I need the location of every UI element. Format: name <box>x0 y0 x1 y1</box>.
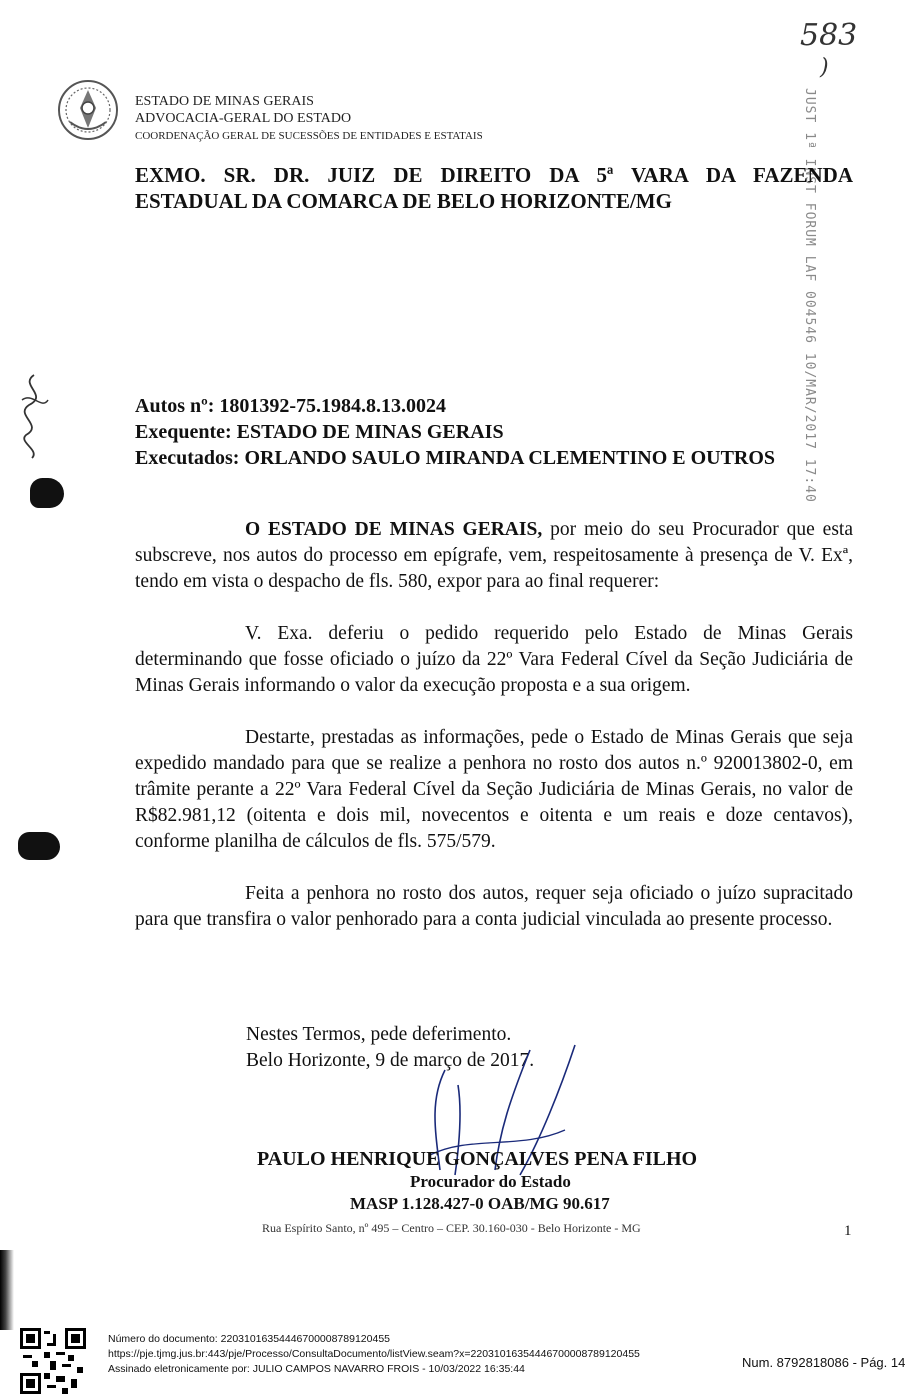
document-url-link[interactable]: https://pje.tjmg.jus.br:443/pje/Processo/ConsultaDocumento/listView.seam?x=22031016354446700008789120455 <box>108 1348 640 1360</box>
state-seal-icon <box>56 78 120 142</box>
paragraph-request <box>135 725 853 855</box>
paragraph-background-text: V. Exa. deferiu o pedido requerido pelo Estado de Minas Gerais determinando que fosse oficiado o juízo da 22º Vara Federal Cível da Seção Judiciária de Minas Gerais informando o valor da execução proposta e a sua origem. <box>135 623 853 696</box>
paragraph-background <box>135 621 853 699</box>
addressee-line-2: ESTADUAL DA COMARCA DE BELO HORIZONTE/MG <box>135 189 672 213</box>
scan-edge-shadow <box>0 1250 14 1330</box>
paragraph-request-text: Destarte, prestadas as informações, pede o Estado de Minas Gerais que seja expedido mandado para que se realize a penhora no rosto dos autos n.º 920013802-0, em trâmite perante a 22º Vara Federal Cível da Seção Judiciária de Minas Gerais, no valor de R$82.981,12 (oitenta e dois mil, novecentos e oitenta e um reais e doze centavos), conforme planilha de cálculos de fls. 575/579. <box>135 727 853 852</box>
case-defendants: Executados: ORLANDO SAULO MIRANDA CLEMENTINO E OUTROS <box>135 447 776 469</box>
signatory-title: Procurador do Estado <box>410 1172 571 1191</box>
paragraph-intro <box>135 517 853 595</box>
footer-page-number: 1 <box>844 1223 852 1239</box>
margin-initials-icon <box>14 370 54 460</box>
document-page-ref: Num. 8792818086 - Pág. 14 <box>742 1355 906 1370</box>
paragraph-intro-text: por meio do seu Procurador que esta subscreve, nos autos do processo em epígrafe, vem, respeitosamente à presença de V. Exª, tendo em vista o despacho de fls. 580, expor para ao final requerer: <box>135 519 853 592</box>
handwritten-folio-number: 583 <box>800 18 858 53</box>
punch-hole-mark <box>30 478 64 508</box>
reception-stamp: JUST 1ª INST FORUM LAF 004546 10/MAR/2017 17:40 <box>802 88 817 503</box>
header-state: ESTADO DE MINAS GERAIS <box>135 94 314 109</box>
handwritten-mark: ) <box>820 55 829 80</box>
petition-body <box>135 517 853 959</box>
footer-address: Rua Espírito Santo, nº 495 – Centro – CEP. 30.160-030 - Belo Horizonte - MG <box>262 1221 641 1235</box>
case-plaintiff: Exequente: ESTADO DE MINAS GERAIS <box>135 421 504 443</box>
electronic-signer: Assinado eletronicamente por: JULIO CAMPOS NAVARRO FROIS - 10/03/2022 16:35:44 <box>108 1363 525 1375</box>
paragraph-transfer-text: Feita a penhora no rosto dos autos, requer seja oficiado o juízo supracitado para que transfira o valor penhorado para a conta judicial vinculada ao presente processo. <box>135 883 853 930</box>
case-number: Autos nº: 1801392-75.1984.8.13.0024 <box>135 395 447 417</box>
header-agency: ADVOCACIA-GERAL DO ESTADO <box>135 111 352 126</box>
signatory-registration: MASP 1.128.427-0 OAB/MG 90.617 <box>350 1194 610 1213</box>
punch-hole-mark <box>18 832 60 860</box>
closing-date: Belo Horizonte, 9 de março de 2017. <box>246 1050 535 1071</box>
header-coordination: COORDENAÇÃO GERAL DE SUCESSÕES DE ENTIDADES E ESTATAIS <box>135 130 483 142</box>
closing-terms: Nestes Termos, pede deferimento. <box>246 1024 512 1045</box>
document-number: Número do documento: 22031016354446700008789120455 <box>108 1333 390 1345</box>
paragraph-transfer <box>135 881 853 933</box>
addressee-line-1: EXMO. SR. DR. JUIZ DE DIREITO DA 5ª VARA DA FAZENDA <box>135 163 853 187</box>
signatory-name: PAULO HENRIQUE GONÇALVES PENA FILHO <box>257 1148 698 1170</box>
state-name-bold: O ESTADO DE MINAS GERAIS, <box>245 519 543 540</box>
qr-code-icon <box>20 1328 86 1394</box>
